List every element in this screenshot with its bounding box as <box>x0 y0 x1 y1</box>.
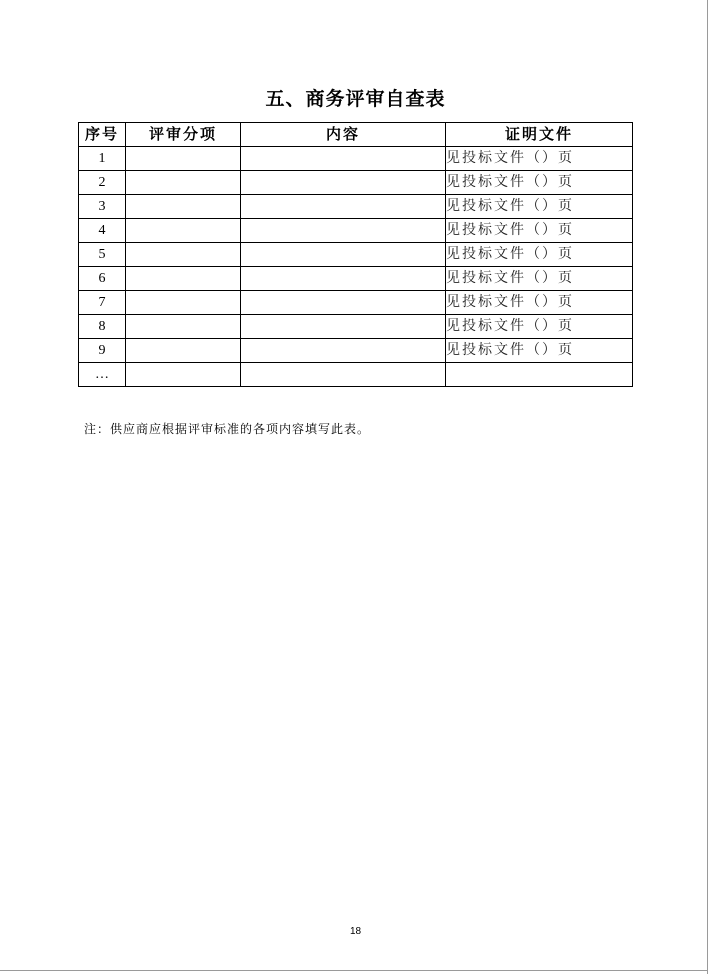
row-proof-cell[interactable]: 见投标文件（）页 <box>446 339 633 363</box>
row-content-cell[interactable] <box>241 195 446 219</box>
table-row <box>79 339 633 363</box>
row-content-cell[interactable] <box>241 243 446 267</box>
row-content-cell[interactable] <box>241 171 446 195</box>
row-proof-cell[interactable]: 见投标文件（）页 <box>446 147 633 171</box>
row-item-cell[interactable] <box>126 339 241 363</box>
row-number: 7 <box>79 291 126 315</box>
row-item-cell[interactable] <box>126 315 241 339</box>
row-proof-cell[interactable]: 见投标文件（）页 <box>446 267 633 291</box>
row-content-cell[interactable] <box>241 315 446 339</box>
page-title: 五、商务评审自查表 <box>265 88 446 110</box>
row-proof-cell[interactable]: 见投标文件（）页 <box>446 315 633 339</box>
self-check-table <box>78 122 633 387</box>
table-row <box>79 147 633 171</box>
table-row <box>79 315 633 339</box>
row-number: 8 <box>79 315 126 339</box>
row-proof-cell[interactable]: 见投标文件（）页 <box>446 219 633 243</box>
page-edge-bottom <box>0 970 708 971</box>
row-proof-cell[interactable]: 见投标文件（）页 <box>446 195 633 219</box>
header-proof: 证明文件 <box>446 123 633 147</box>
row-item-cell[interactable] <box>126 363 241 387</box>
row-number: 5 <box>79 243 126 267</box>
header-item: 评审分项 <box>126 123 241 147</box>
row-number: 9 <box>79 339 126 363</box>
row-number: 4 <box>79 219 126 243</box>
row-number: … <box>79 363 126 387</box>
row-content-cell[interactable] <box>241 339 446 363</box>
table-row <box>79 363 633 387</box>
table-header-row <box>79 123 633 147</box>
table-row <box>79 219 633 243</box>
row-item-cell[interactable] <box>126 219 241 243</box>
row-item-cell[interactable] <box>126 291 241 315</box>
table-row <box>79 291 633 315</box>
header-no: 序号 <box>79 123 126 147</box>
row-content-cell[interactable] <box>241 291 446 315</box>
row-item-cell[interactable] <box>126 195 241 219</box>
header-content: 内容 <box>241 123 446 147</box>
row-item-cell[interactable] <box>126 147 241 171</box>
table-row <box>79 171 633 195</box>
row-number: 6 <box>79 267 126 291</box>
row-content-cell[interactable] <box>241 267 446 291</box>
row-proof-cell[interactable]: 见投标文件（）页 <box>446 243 633 267</box>
row-item-cell[interactable] <box>126 243 241 267</box>
table-row <box>79 267 633 291</box>
table-note: 注：供应商应根据评审标准的各项内容填写此表。 <box>84 422 371 436</box>
table-row <box>79 243 633 267</box>
row-proof-cell[interactable] <box>446 363 633 387</box>
row-content-cell[interactable] <box>241 363 446 387</box>
page-number: 18 <box>349 926 362 937</box>
row-proof-cell[interactable]: 见投标文件（）页 <box>446 291 633 315</box>
row-proof-cell[interactable]: 见投标文件（）页 <box>446 171 633 195</box>
page-edge-right <box>707 0 708 974</box>
row-number: 3 <box>79 195 126 219</box>
row-item-cell[interactable] <box>126 267 241 291</box>
row-content-cell[interactable] <box>241 219 446 243</box>
row-number: 2 <box>79 171 126 195</box>
row-item-cell[interactable] <box>126 171 241 195</box>
table-row <box>79 195 633 219</box>
row-content-cell[interactable] <box>241 147 446 171</box>
row-number: 1 <box>79 147 126 171</box>
